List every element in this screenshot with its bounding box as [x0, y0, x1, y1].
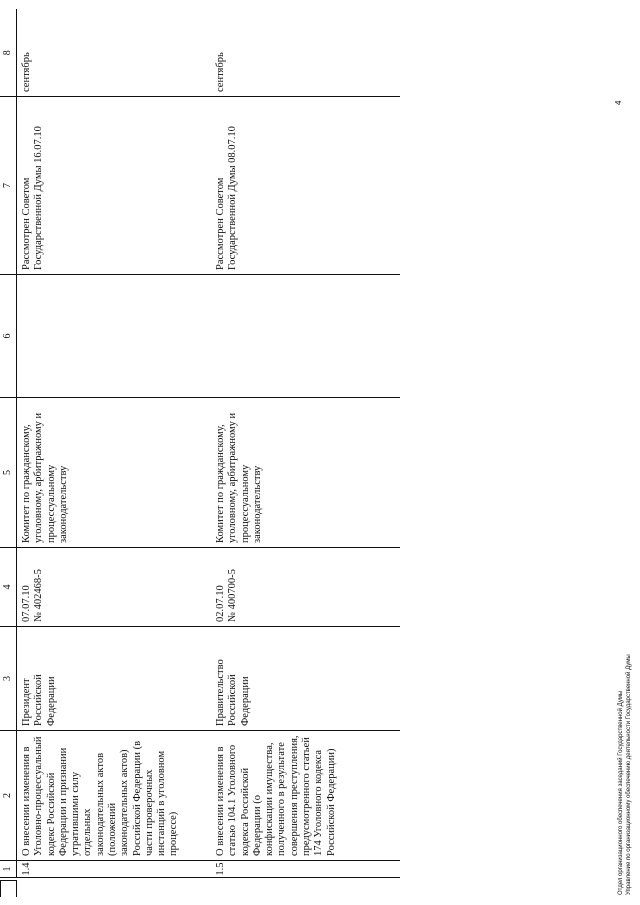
planned-month: сентябрь [211, 10, 400, 97]
col-header-8: 8 [0, 10, 17, 97]
bill-initiator: Президент Российской Федерации [17, 627, 212, 731]
col-header-6: 6 [0, 275, 17, 398]
col6-cell [211, 275, 400, 398]
col6-cell [17, 275, 212, 398]
responsible-committee: Комитет по гражданскому, уголовному, арбитражному и процессуальному законодательству [211, 398, 400, 548]
footer [618, 654, 633, 895]
bill-status: Рассмотрен Советом Государственной Думы 16.07.10 [17, 97, 212, 275]
col-header-7: 7 [0, 97, 17, 275]
responsible-committee: Комитет по гражданскому, уголовному, арбитражному и процессуальному законодательству [17, 398, 212, 548]
col-header-4: 4 [0, 548, 17, 627]
row-number: 1.5 [211, 861, 400, 878]
col-header-5: 5 [0, 398, 17, 548]
bill-number: № 402468-5 [33, 569, 45, 622]
planned-month: сентябрь [17, 10, 212, 97]
column-number-row [0, 10, 17, 878]
table-row [17, 10, 212, 878]
table-row [211, 10, 400, 878]
footer-line-2: Управление по организационному обеспечению деятельности Государственной Думы [625, 654, 632, 895]
bill-status: Рассмотрен Советом Государственной Думы 08.07.10 [211, 97, 400, 275]
bill-date: 02.07.10 [215, 585, 226, 622]
col-header-3: 3 [0, 627, 17, 731]
header-stub-cell [0, 880, 17, 897]
col-header-2: 2 [0, 731, 17, 861]
bill-title: О внесении изменения в Уголовно-процессуальный кодекс Российской Федерации и признании утратившими силу отдельных законодательных актов (положений законодательных актов) Российской Федерации (в части проверочных инстанций в уголовном процессе) [17, 731, 212, 861]
legislation-table [0, 10, 400, 879]
row-number: 1.4 [17, 861, 212, 878]
bill-date-number [211, 548, 400, 627]
bill-initiator: Правительство Российской Федерации [211, 627, 400, 731]
bill-number: № 400700-5 [227, 569, 239, 622]
footer-line-1: Отдел организационного обеспечения заседаний Государственной Думы [618, 690, 624, 895]
page-number: 4 [614, 100, 623, 105]
bill-date-number [17, 548, 212, 627]
bill-date: 07.07.10 [21, 585, 32, 622]
col-header-1: 1 [0, 861, 17, 878]
bill-title: О внесении изменения в статью 104.1 Уголовного кодекса Российской Федерации (о конфискации имущества, полученного в результате совершения преступления, предусмотренного статьей 174 Уголовного кодекса Российской Федерации) [211, 731, 400, 861]
